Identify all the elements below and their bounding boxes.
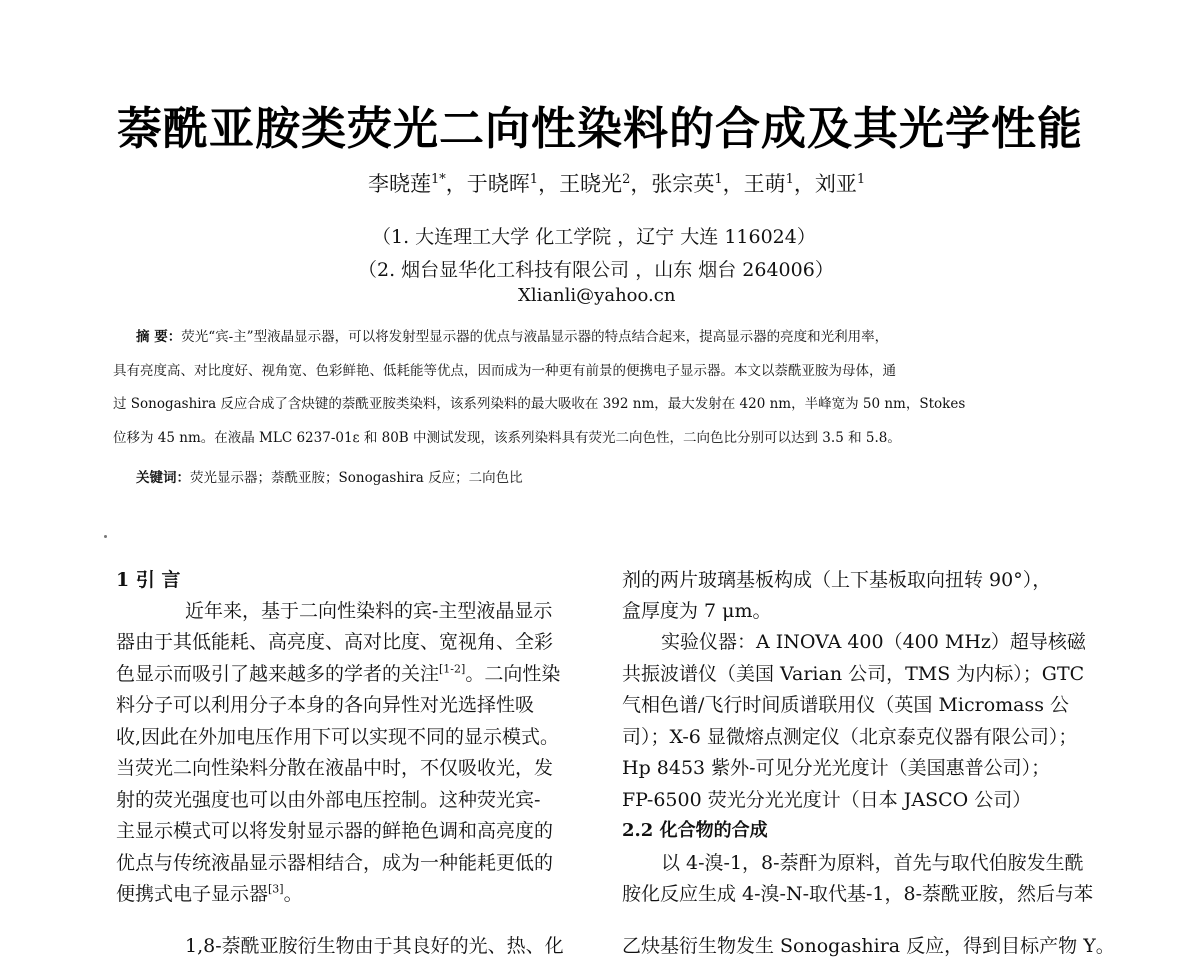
body-line: 胺化反应生成 4-溴-N-取代基-1，8-萘酰亚胺，然后与苯 <box>622 883 1094 905</box>
body-text: 。二向性染 <box>465 663 561 685</box>
author-list <box>368 168 865 198</box>
author-separator: ， <box>630 172 652 196</box>
keywords <box>136 466 523 486</box>
body-line: 器由于其低能耗、高亮度、高对比度、宽视角、全彩 <box>116 631 554 653</box>
affiliation-1: （1. 大连理工大学 化工学院 ，辽宁 大连 116024） <box>372 226 816 248</box>
body-line: 射的荧光强度也可以由外部电压控制。这种荧光宾- <box>116 789 541 811</box>
author-affiliation-mark: 1 <box>785 172 794 187</box>
body-line: 优点与传统液晶显示器相结合，成为一种能耗更低的 <box>116 852 554 874</box>
body-line: 1,8-萘酰亚胺衍生物由于其良好的光、热、化 <box>185 935 564 957</box>
author: 王萌$^1$ <box>743 172 794 196</box>
author-separator: ， <box>538 172 560 196</box>
author-email: Xlianli@yahoo.cn <box>518 285 676 306</box>
stray-dot <box>104 535 107 538</box>
author-affiliation-mark: 1 <box>856 172 866 187</box>
subsection-heading: 2.2 化合物的合成 <box>622 820 768 841</box>
body-line: 以 4-溴-1，8-萘酐为原料，首先与取代伯胺发生酰 <box>661 852 1084 874</box>
author: 王晓光$^2$ <box>559 172 631 196</box>
body-line: Hp 8453 紫外-可见分光光度计（美国惠普公司）； <box>622 757 1051 779</box>
body-line: 收,因此在外加电压作用下可以实现不同的显示模式。 <box>116 726 560 748</box>
body-line-cite <box>116 659 560 686</box>
abstract-line: 具有亮度高、对比度好、视角宽、色彩鲜艳、低耗能等优点，因而成为一种更有前景的便携电子显示器。本文以萘酰亚胺为母体，通 <box>113 363 896 379</box>
body-text: 。 <box>283 883 303 905</box>
body-text: 便携式电子显示器 <box>116 883 269 905</box>
body-line: 司）；X-6 显微熔点测定仪（北京泰克仪器有限公司）； <box>622 726 1078 748</box>
body-line: 剂的两片玻璃基板构成（上下基板取向扭转 90°）， <box>622 569 1052 591</box>
author-affiliation-mark: 2 <box>622 172 631 187</box>
citation[interactable]: [3] <box>268 882 284 896</box>
author-separator: ， <box>445 172 467 196</box>
body-line: 料分子可以利用分子本身的各向异性对光选择性吸 <box>116 694 535 716</box>
body-line: 气相色谱/飞行时间质谱联用仪（英国 Micromass 公 <box>622 694 1070 716</box>
keywords-text: 荧光显示器；萘酰亚胺；Sonogashira 反应；二向色比 <box>190 470 523 486</box>
abstract-label: 摘 要： <box>136 329 182 345</box>
body-line: 实验仪器：A INOVA 400（400 MHz）超导核磁 <box>661 631 1086 653</box>
author-affiliation-mark: 1 <box>529 172 539 187</box>
body-line: 乙炔基衍生物发生 Sonogashira 反应，得到目标产物 Y。 <box>622 935 1115 957</box>
paper-title: 萘酰亚胺类荧光二向性染料的合成及其光学性能 <box>116 102 1083 155</box>
body-line: FP-6500 荧光分光光度计（日本 JASCO 公司） <box>622 789 1032 811</box>
author: 李晓莲$^{1*}$ <box>368 172 446 196</box>
body-line: 近年来，基于二向性染料的宾-主型液晶显示 <box>185 600 553 622</box>
body-line-cite <box>116 879 303 906</box>
abstract-line <box>113 331 888 345</box>
keywords-label: 关键词： <box>136 470 190 486</box>
author-affiliation-mark: 1 <box>714 172 723 187</box>
author: 刘亚$^1$ <box>814 172 866 196</box>
author-separator: ， <box>793 172 815 196</box>
body-text: 色显示而吸引了越来越多的学者的关注 <box>116 663 440 685</box>
affiliation-2: （2. 烟台显华化工科技有限公司 ，山东 烟台 264006） <box>358 259 834 281</box>
author: 于晓晖$^1$ <box>466 172 539 196</box>
citation[interactable]: [1-2] <box>439 662 466 676</box>
abstract-text: 荧光“宾-主”型液晶显示器，可以将发射型显示器的优点与液晶显示器的特点结合起来，提高显示器的亮度和光利用率， <box>181 329 889 345</box>
section-heading: 1 引 言 <box>116 569 181 591</box>
body-line: 盒厚度为 7 μm。 <box>622 600 772 622</box>
body-line: 共振波谱仪（美国 Varian 公司，TMS 为内标）；GTC <box>622 663 1085 685</box>
abstract-line: 位移为 45 nm。在液晶 MLC 6237-01ε 和 80B 中测试发现，该系列染料具有荧光二向色性，二向色比分别可以达到 3.5 和 5.8。 <box>113 430 901 446</box>
body-line: 当荧光二向性染料分散在液晶中时，不仅吸收光，发 <box>116 757 554 779</box>
author-separator: ， <box>722 172 744 196</box>
body-line: 主显示模式可以将发射显示器的鲜艳色调和高亮度的 <box>116 820 554 842</box>
author-affiliation-mark: 1* <box>431 172 446 187</box>
abstract-line: 过 Sonogashira 反应合成了含炔键的萘酰亚胺类染料，该系列染料的最大吸收在 392 nm，最大发射在 420 nm，半峰宽为 50 nm，Stokes <box>113 396 966 412</box>
author: 张宗英$^1$ <box>651 172 723 196</box>
